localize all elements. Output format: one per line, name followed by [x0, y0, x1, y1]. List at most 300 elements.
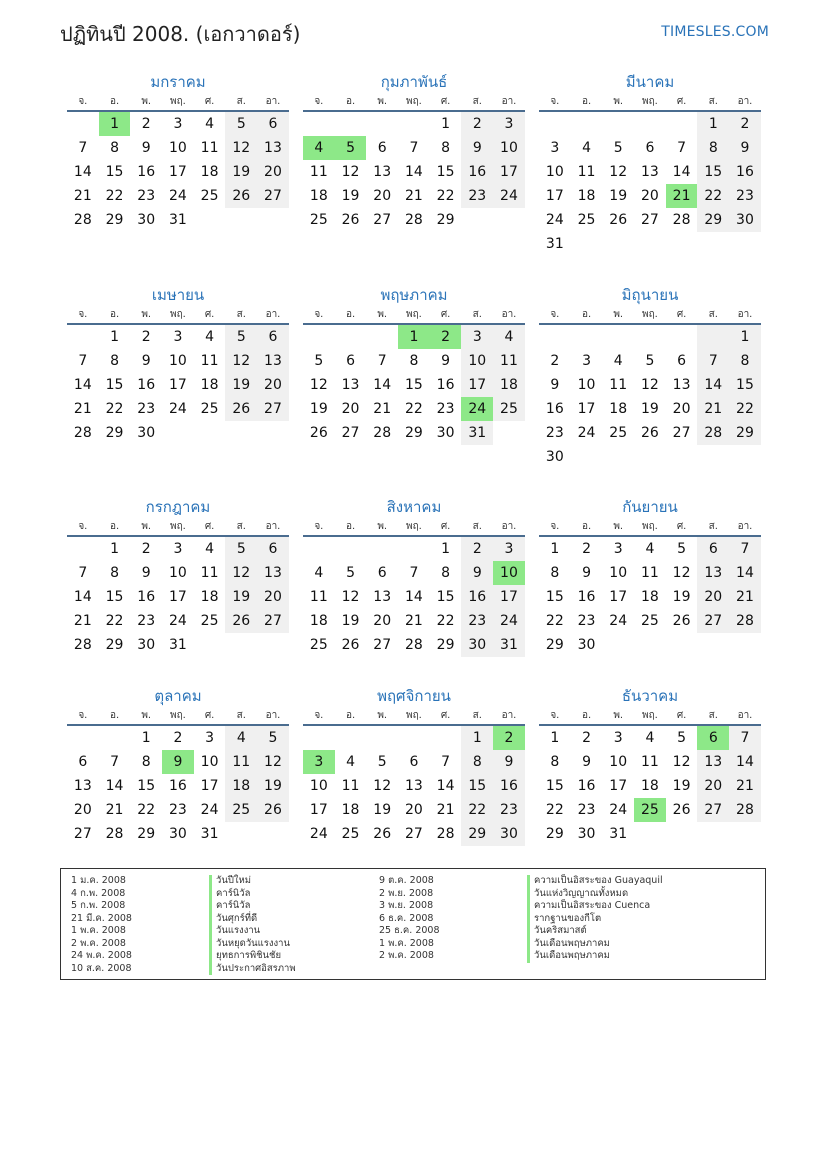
day-cell[interactable]: 14 — [404, 589, 423, 605]
day-cell[interactable]: 23 — [436, 401, 455, 417]
day-cell[interactable]: 19 — [609, 188, 628, 204]
day-cell[interactable]: 19 — [341, 188, 360, 204]
day-cell[interactable]: 2 — [729, 112, 761, 136]
day-cell[interactable]: 30 — [436, 425, 455, 441]
day-cell[interactable]: 15 — [545, 589, 564, 605]
day-cell[interactable]: 28 — [73, 637, 92, 653]
day-cell[interactable]: 15 — [105, 164, 124, 180]
day-cell[interactable]: 9 — [550, 377, 560, 393]
day-cell[interactable]: 7 — [409, 565, 419, 581]
day-cell[interactable]: 2 — [582, 541, 591, 557]
day-cell[interactable]: 16 — [461, 585, 493, 609]
day-cell[interactable]: 10 — [493, 136, 525, 160]
day-cell[interactable]: 17 — [493, 160, 525, 184]
day-cell[interactable]: 4 — [582, 140, 591, 156]
day-cell[interactable]: 31 — [168, 212, 187, 228]
day-cell[interactable]: 4 — [493, 325, 525, 349]
day-cell[interactable]: 29 — [545, 637, 564, 653]
day-cell[interactable]: 18 — [225, 774, 257, 798]
day-cell[interactable]: 7 — [78, 565, 88, 581]
day-cell[interactable]: 23 — [493, 798, 525, 822]
day-cell[interactable]: 4 — [645, 730, 655, 746]
day-cell[interactable]: 30 — [577, 637, 596, 653]
day-cell[interactable]: 28 — [697, 421, 729, 445]
day-cell[interactable]: 28 — [73, 425, 92, 441]
day-cell[interactable]: 3 — [173, 541, 183, 557]
day-cell[interactable]: 25 — [200, 401, 219, 417]
day-cell[interactable]: 3 — [550, 140, 560, 156]
day-cell[interactable]: 24 — [609, 613, 628, 629]
day-cell[interactable]: 25 — [577, 212, 596, 228]
day-cell[interactable]: 12 — [672, 754, 691, 770]
day-cell[interactable]: 3 — [493, 537, 525, 561]
day-cell[interactable]: 13 — [672, 377, 691, 393]
day-cell[interactable]: 3 — [613, 541, 623, 557]
day-cell[interactable]: 10 — [200, 754, 219, 770]
day-cell[interactable]: 22 — [105, 188, 124, 204]
day-cell[interactable]: 22 — [137, 802, 156, 818]
day-cell[interactable]: 12 — [672, 565, 691, 581]
day-cell[interactable]: 18 — [341, 802, 360, 818]
day-cell[interactable]: 29 — [729, 421, 761, 445]
day-cell[interactable]: 18 — [609, 401, 628, 417]
day-cell[interactable]: 13 — [257, 136, 289, 160]
day-cell[interactable]: 19 — [640, 401, 659, 417]
day-cell[interactable]: 11 — [341, 778, 360, 794]
day-cell[interactable]: 14 — [729, 750, 761, 774]
day-cell[interactable]: 21 — [404, 188, 423, 204]
day-cell[interactable]: 27 — [257, 609, 289, 633]
day-cell[interactable]: 18 — [200, 164, 219, 180]
day-cell[interactable]: 26 — [341, 212, 360, 228]
day-cell[interactable]: 8 — [441, 565, 451, 581]
day-cell[interactable]: 4 — [225, 726, 257, 750]
day-cell[interactable]: 7 — [729, 537, 761, 561]
day-cell[interactable]: 1 — [99, 112, 131, 136]
day-cell[interactable]: 19 — [225, 373, 257, 397]
day-cell[interactable]: 16 — [168, 778, 187, 794]
day-cell[interactable]: 3 — [493, 112, 525, 136]
day-cell[interactable]: 15 — [729, 373, 761, 397]
day-cell[interactable]: 25 — [200, 613, 219, 629]
day-cell[interactable]: 20 — [257, 160, 289, 184]
day-cell[interactable]: 19 — [309, 401, 328, 417]
day-cell[interactable]: 24 — [493, 609, 525, 633]
day-cell[interactable]: 29 — [436, 212, 455, 228]
day-cell[interactable]: 6 — [697, 726, 729, 750]
day-cell[interactable]: 10 — [168, 353, 187, 369]
day-cell[interactable]: 15 — [404, 377, 423, 393]
day-cell[interactable]: 6 — [409, 754, 419, 770]
day-cell[interactable]: 25 — [200, 188, 219, 204]
day-cell[interactable]: 30 — [137, 637, 156, 653]
day-cell[interactable]: 2 — [173, 730, 183, 746]
day-cell[interactable]: 21 — [73, 401, 92, 417]
day-cell[interactable]: 5 — [335, 136, 367, 160]
day-cell[interactable]: 28 — [436, 826, 455, 842]
day-cell[interactable]: 20 — [373, 613, 392, 629]
day-cell[interactable]: 11 — [200, 565, 219, 581]
day-cell[interactable]: 23 — [545, 425, 564, 441]
day-cell[interactable]: 19 — [672, 778, 691, 794]
day-cell[interactable]: 26 — [225, 397, 257, 421]
day-cell[interactable]: 2 — [493, 726, 525, 750]
day-cell[interactable]: 22 — [105, 613, 124, 629]
day-cell[interactable]: 29 — [545, 826, 564, 842]
day-cell[interactable]: 29 — [105, 212, 124, 228]
day-cell[interactable]: 13 — [341, 377, 360, 393]
day-cell[interactable]: 17 — [309, 802, 328, 818]
day-cell[interactable]: 7 — [78, 353, 88, 369]
day-cell[interactable]: 12 — [225, 561, 257, 585]
day-cell[interactable]: 17 — [545, 188, 564, 204]
day-cell[interactable]: 14 — [73, 164, 92, 180]
day-cell[interactable]: 15 — [461, 774, 493, 798]
day-cell[interactable]: 5 — [645, 353, 655, 369]
day-cell[interactable]: 10 — [545, 164, 564, 180]
day-cell[interactable]: 6 — [645, 140, 655, 156]
day-cell[interactable]: 8 — [110, 565, 119, 581]
day-cell[interactable]: 12 — [341, 589, 360, 605]
day-cell[interactable]: 17 — [168, 164, 187, 180]
day-cell[interactable]: 31 — [200, 826, 219, 842]
day-cell[interactable]: 22 — [105, 401, 124, 417]
day-cell[interactable]: 5 — [613, 140, 623, 156]
day-cell[interactable]: 8 — [461, 750, 493, 774]
day-cell[interactable]: 26 — [225, 184, 257, 208]
day-cell[interactable]: 29 — [105, 637, 124, 653]
day-cell[interactable]: 9 — [461, 136, 493, 160]
day-cell[interactable]: 22 — [545, 802, 564, 818]
day-cell[interactable]: 6 — [697, 537, 729, 561]
day-cell[interactable]: 21 — [105, 802, 124, 818]
day-cell[interactable]: 20 — [257, 585, 289, 609]
day-cell[interactable]: 8 — [697, 136, 729, 160]
day-cell[interactable]: 25 — [309, 637, 328, 653]
day-cell[interactable]: 21 — [436, 802, 455, 818]
day-cell[interactable]: 8 — [409, 353, 419, 369]
day-cell[interactable]: 10 — [309, 778, 328, 794]
day-cell[interactable]: 12 — [225, 349, 257, 373]
day-cell[interactable]: 6 — [377, 565, 387, 581]
day-cell[interactable]: 17 — [168, 377, 187, 393]
day-cell[interactable]: 3 — [582, 353, 591, 369]
day-cell[interactable]: 13 — [373, 589, 392, 605]
day-cell[interactable]: 27 — [697, 798, 729, 822]
day-cell[interactable]: 12 — [309, 377, 328, 393]
day-cell[interactable]: 22 — [436, 613, 455, 629]
day-cell[interactable]: 24 — [309, 826, 328, 842]
day-cell[interactable]: 14 — [404, 164, 423, 180]
day-cell[interactable]: 28 — [404, 212, 423, 228]
day-cell[interactable]: 29 — [461, 822, 493, 846]
day-cell[interactable]: 3 — [613, 730, 623, 746]
day-cell[interactable]: 27 — [672, 425, 691, 441]
day-cell[interactable]: 15 — [105, 589, 124, 605]
day-cell[interactable]: 6 — [257, 112, 289, 136]
day-cell[interactable]: 10 — [493, 561, 525, 585]
day-cell[interactable]: 5 — [677, 541, 687, 557]
day-cell[interactable]: 14 — [697, 373, 729, 397]
day-cell[interactable]: 26 — [309, 425, 328, 441]
day-cell[interactable]: 4 — [205, 116, 215, 132]
day-cell[interactable]: 6 — [257, 537, 289, 561]
day-cell[interactable]: 28 — [672, 212, 691, 228]
day-cell[interactable]: 14 — [105, 778, 124, 794]
day-cell[interactable]: 11 — [200, 353, 219, 369]
day-cell[interactable]: 1 — [729, 325, 761, 349]
day-cell[interactable]: 10 — [168, 140, 187, 156]
day-cell[interactable]: 1 — [110, 541, 119, 557]
day-cell[interactable]: 21 — [73, 188, 92, 204]
day-cell[interactable]: 15 — [545, 778, 564, 794]
day-cell[interactable]: 5 — [346, 565, 355, 581]
day-cell[interactable]: 23 — [461, 609, 493, 633]
day-cell[interactable]: 28 — [404, 637, 423, 653]
day-cell[interactable]: 22 — [436, 188, 455, 204]
day-cell[interactable]: 13 — [373, 164, 392, 180]
day-cell[interactable]: 16 — [577, 778, 596, 794]
day-cell[interactable]: 26 — [341, 637, 360, 653]
day-cell[interactable]: 31 — [461, 421, 493, 445]
day-cell[interactable]: 6 — [257, 325, 289, 349]
day-cell[interactable]: 4 — [645, 541, 655, 557]
day-cell[interactable]: 11 — [225, 750, 257, 774]
day-cell[interactable]: 30 — [137, 212, 156, 228]
day-cell[interactable]: 6 — [377, 140, 387, 156]
day-cell[interactable]: 13 — [640, 164, 659, 180]
day-cell[interactable]: 16 — [729, 160, 761, 184]
day-cell[interactable]: 1 — [441, 116, 451, 132]
day-cell[interactable]: 11 — [493, 349, 525, 373]
day-cell[interactable]: 31 — [493, 633, 525, 657]
day-cell[interactable]: 8 — [729, 349, 761, 373]
day-cell[interactable]: 18 — [493, 373, 525, 397]
day-cell[interactable]: 5 — [225, 325, 257, 349]
day-cell[interactable]: 20 — [341, 401, 360, 417]
day-cell[interactable]: 16 — [137, 377, 156, 393]
day-cell[interactable]: 25 — [634, 798, 666, 822]
day-cell[interactable]: 21 — [729, 585, 761, 609]
day-cell[interactable]: 17 — [493, 585, 525, 609]
day-cell[interactable]: 9 — [441, 353, 451, 369]
day-cell[interactable]: 4 — [303, 136, 335, 160]
day-cell[interactable]: 30 — [577, 826, 596, 842]
day-cell[interactable]: 9 — [141, 565, 151, 581]
day-cell[interactable]: 26 — [640, 425, 659, 441]
day-cell[interactable]: 17 — [461, 373, 493, 397]
day-cell[interactable]: 16 — [436, 377, 455, 393]
day-cell[interactable]: 14 — [729, 561, 761, 585]
day-cell[interactable]: 15 — [697, 160, 729, 184]
day-cell[interactable]: 28 — [105, 826, 124, 842]
day-cell[interactable]: 14 — [73, 589, 92, 605]
day-cell[interactable]: 29 — [137, 826, 156, 842]
day-cell[interactable]: 7 — [697, 349, 729, 373]
day-cell[interactable]: 9 — [141, 353, 151, 369]
day-cell[interactable]: 18 — [309, 188, 328, 204]
day-cell[interactable]: 11 — [640, 754, 659, 770]
day-cell[interactable]: 7 — [409, 140, 419, 156]
day-cell[interactable]: 3 — [303, 750, 335, 774]
day-cell[interactable]: 27 — [257, 397, 289, 421]
day-cell[interactable]: 7 — [441, 754, 451, 770]
day-cell[interactable]: 25 — [640, 613, 659, 629]
day-cell[interactable]: 19 — [341, 613, 360, 629]
day-cell[interactable]: 7 — [729, 726, 761, 750]
day-cell[interactable]: 13 — [257, 349, 289, 373]
day-cell[interactable]: 9 — [141, 140, 151, 156]
day-cell[interactable]: 14 — [672, 164, 691, 180]
day-cell[interactable]: 1 — [398, 325, 430, 349]
day-cell[interactable]: 16 — [461, 160, 493, 184]
day-cell[interactable]: 15 — [436, 589, 455, 605]
day-cell[interactable]: 12 — [225, 136, 257, 160]
day-cell[interactable]: 28 — [73, 212, 92, 228]
day-cell[interactable]: 3 — [205, 730, 215, 746]
day-cell[interactable]: 6 — [677, 353, 687, 369]
day-cell[interactable]: 13 — [404, 778, 423, 794]
day-cell[interactable]: 5 — [314, 353, 324, 369]
day-cell[interactable]: 6 — [346, 353, 355, 369]
day-cell[interactable]: 4 — [613, 353, 623, 369]
day-cell[interactable]: 17 — [609, 778, 628, 794]
day-cell[interactable]: 30 — [493, 822, 525, 846]
day-cell[interactable]: 4 — [314, 565, 324, 581]
brand-link[interactable]: TIMESLES.COM — [661, 24, 769, 40]
day-cell[interactable]: 16 — [137, 589, 156, 605]
day-cell[interactable]: 28 — [373, 425, 392, 441]
day-cell[interactable]: 16 — [493, 774, 525, 798]
day-cell[interactable]: 31 — [168, 637, 187, 653]
day-cell[interactable]: 24 — [609, 802, 628, 818]
day-cell[interactable]: 10 — [577, 377, 596, 393]
day-cell[interactable]: 16 — [137, 164, 156, 180]
day-cell[interactable]: 27 — [257, 184, 289, 208]
day-cell[interactable]: 26 — [672, 613, 691, 629]
day-cell[interactable]: 20 — [257, 373, 289, 397]
day-cell[interactable]: 2 — [141, 116, 151, 132]
day-cell[interactable]: 13 — [73, 778, 92, 794]
day-cell[interactable]: 26 — [225, 609, 257, 633]
day-cell[interactable]: 20 — [672, 401, 691, 417]
day-cell[interactable]: 15 — [105, 377, 124, 393]
day-cell[interactable]: 26 — [257, 798, 289, 822]
day-cell[interactable]: 17 — [200, 778, 219, 794]
day-cell[interactable]: 4 — [205, 329, 215, 345]
day-cell[interactable]: 19 — [225, 160, 257, 184]
day-cell[interactable]: 23 — [577, 613, 596, 629]
day-cell[interactable]: 11 — [640, 565, 659, 581]
day-cell[interactable]: 24 — [200, 802, 219, 818]
day-cell[interactable]: 30 — [729, 208, 761, 232]
day-cell[interactable]: 20 — [404, 802, 423, 818]
day-cell[interactable]: 17 — [609, 589, 628, 605]
day-cell[interactable]: 22 — [545, 613, 564, 629]
day-cell[interactable]: 5 — [377, 754, 387, 770]
day-cell[interactable]: 13 — [257, 561, 289, 585]
day-cell[interactable]: 7 — [110, 754, 119, 770]
day-cell[interactable]: 5 — [225, 112, 257, 136]
day-cell[interactable]: 8 — [441, 140, 451, 156]
day-cell[interactable]: 9 — [461, 561, 493, 585]
day-cell[interactable]: 17 — [577, 401, 596, 417]
day-cell[interactable]: 22 — [697, 184, 729, 208]
day-cell[interactable]: 1 — [141, 730, 151, 746]
day-cell[interactable]: 9 — [729, 136, 761, 160]
day-cell[interactable]: 12 — [373, 778, 392, 794]
day-cell[interactable]: 28 — [729, 798, 761, 822]
day-cell[interactable]: 1 — [461, 726, 493, 750]
day-cell[interactable]: 18 — [640, 589, 659, 605]
day-cell[interactable]: 27 — [697, 609, 729, 633]
day-cell[interactable]: 5 — [257, 726, 289, 750]
day-cell[interactable]: 9 — [582, 565, 591, 581]
day-cell[interactable]: 15 — [436, 164, 455, 180]
day-cell[interactable]: 23 — [137, 188, 156, 204]
day-cell[interactable]: 1 — [110, 329, 119, 345]
day-cell[interactable]: 21 — [697, 397, 729, 421]
day-cell[interactable]: 7 — [78, 140, 88, 156]
day-cell[interactable]: 6 — [78, 754, 88, 770]
day-cell[interactable]: 22 — [404, 401, 423, 417]
day-cell[interactable]: 16 — [545, 401, 564, 417]
day-cell[interactable]: 23 — [137, 613, 156, 629]
day-cell[interactable]: 24 — [168, 401, 187, 417]
day-cell[interactable]: 5 — [677, 730, 687, 746]
day-cell[interactable]: 11 — [309, 164, 328, 180]
day-cell[interactable]: 30 — [137, 425, 156, 441]
day-cell[interactable]: 18 — [577, 188, 596, 204]
day-cell[interactable]: 24 — [545, 212, 564, 228]
day-cell[interactable]: 30 — [168, 826, 187, 842]
day-cell[interactable]: 9 — [582, 754, 591, 770]
day-cell[interactable]: 11 — [200, 140, 219, 156]
day-cell[interactable]: 25 — [493, 397, 525, 421]
day-cell[interactable]: 12 — [640, 377, 659, 393]
day-cell[interactable]: 27 — [373, 212, 392, 228]
day-cell[interactable]: 23 — [729, 184, 761, 208]
day-cell[interactable]: 10 — [609, 565, 628, 581]
day-cell[interactable]: 8 — [550, 754, 560, 770]
day-cell[interactable]: 8 — [141, 754, 151, 770]
day-cell[interactable]: 12 — [257, 750, 289, 774]
day-cell[interactable]: 8 — [110, 353, 119, 369]
day-cell[interactable]: 29 — [436, 637, 455, 653]
day-cell[interactable]: 2 — [141, 329, 151, 345]
day-cell[interactable]: 19 — [225, 585, 257, 609]
day-cell[interactable]: 2 — [461, 537, 493, 561]
day-cell[interactable]: 4 — [205, 541, 215, 557]
day-cell[interactable]: 22 — [461, 798, 493, 822]
day-cell[interactable]: 21 — [73, 613, 92, 629]
day-cell[interactable]: 19 — [257, 774, 289, 798]
day-cell[interactable]: 3 — [461, 325, 493, 349]
day-cell[interactable]: 28 — [729, 609, 761, 633]
day-cell[interactable]: 25 — [225, 798, 257, 822]
day-cell[interactable]: 14 — [73, 377, 92, 393]
day-cell[interactable]: 2 — [550, 353, 560, 369]
day-cell[interactable]: 3 — [173, 116, 183, 132]
day-cell[interactable]: 18 — [200, 377, 219, 393]
day-cell[interactable]: 27 — [640, 212, 659, 228]
day-cell[interactable]: 17 — [168, 589, 187, 605]
day-cell[interactable]: 26 — [672, 802, 691, 818]
day-cell[interactable]: 27 — [404, 826, 423, 842]
day-cell[interactable]: 20 — [697, 585, 729, 609]
day-cell[interactable]: 15 — [137, 778, 156, 794]
day-cell[interactable]: 27 — [373, 637, 392, 653]
